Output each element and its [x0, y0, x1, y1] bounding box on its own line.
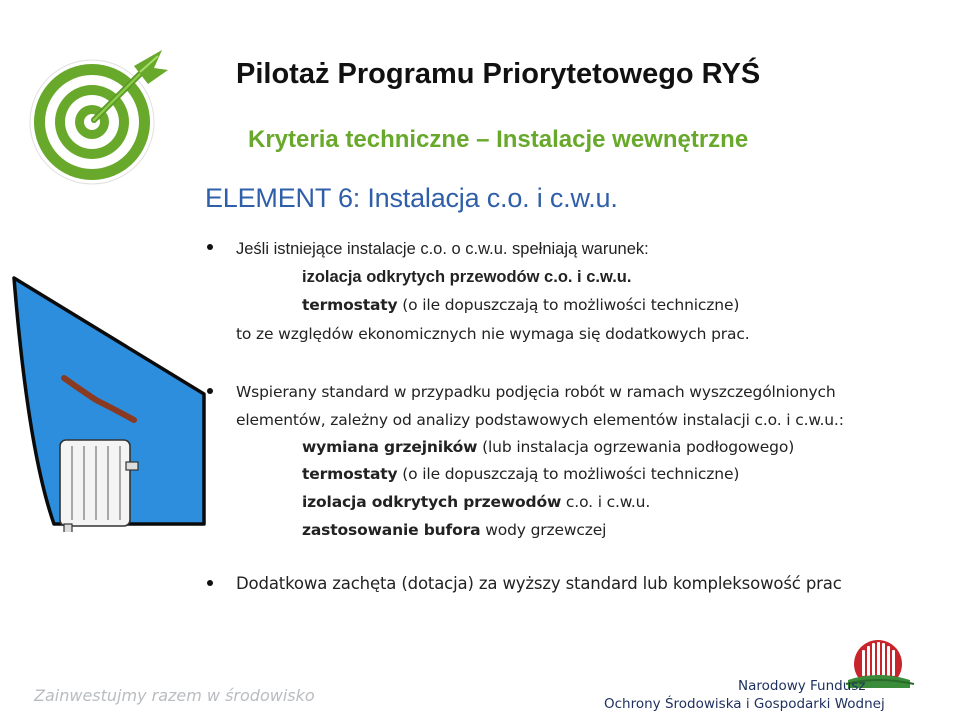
bullet2-item2: termostaty (o ile dopuszczają to możliwości techniczne)	[302, 465, 740, 483]
bullet2-item1: wymiana grzejników (lub instalacja ogrzewania podłogowego)	[302, 438, 795, 456]
fund-name-line2: Ochrony Środowiska i Gospodarki Wodnej	[604, 696, 885, 712]
radiator-icon	[60, 440, 138, 532]
bullet1-line2: izolacja odkrytych przewodów c.o. i c.w.u.	[302, 268, 632, 286]
bullet3-line1: Dodatkowa zachęta (dotacja) za wyższy standard lub kompleksowość prac	[236, 574, 842, 593]
fund-name-line1: Narodowy Fundusz	[738, 678, 866, 694]
page-title: Pilotaż Programu Priorytetowego RYŚ	[236, 58, 761, 90]
bullet-marker	[207, 388, 213, 394]
bullet2-line1: Wspierany standard w przypadku podjęcia robót w ramach wyszczególnionych	[236, 383, 836, 401]
bullet1-line1: Jeśli istniejące instalacje c.o. o c.w.u. spełniają warunek:	[236, 240, 649, 258]
bullet1-line4: to ze względów ekonomicznych nie wymaga się dodatkowych prac.	[236, 325, 750, 343]
radiator-triangle-illustration	[6, 270, 216, 532]
footer-slogan: Zainwestujmy razem w środowisko	[34, 686, 315, 705]
element-heading: ELEMENT 6: Instalacja c.o. i c.w.u.	[205, 183, 618, 213]
bullet1-line3: termostaty (o ile dopuszczają to możliwości techniczne)	[302, 296, 740, 314]
bullet2-item3: izolacja odkrytych przewodów c.o. i c.w.u.	[302, 493, 651, 511]
bullet-marker	[207, 244, 213, 250]
page-subtitle: Kryteria techniczne – Instalacje wewnętrzne	[248, 126, 749, 153]
bullet-marker	[207, 580, 213, 586]
dartboard-target-icon	[22, 42, 172, 192]
bullet2-item4: zastosowanie bufora wody grzewczej	[302, 521, 607, 539]
bullet2-line2: elementów, zależny od analizy podstawowych elementów instalacji c.o. i c.w.u.:	[236, 411, 844, 429]
